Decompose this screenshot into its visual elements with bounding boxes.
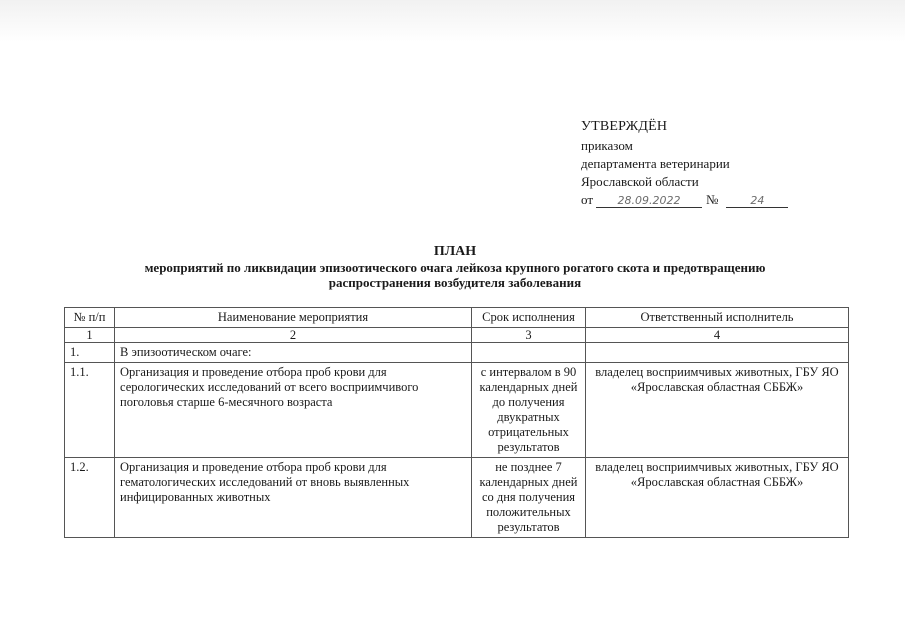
table-section-row (65, 343, 849, 363)
approval-line-order: приказом (581, 138, 633, 153)
plan-table (64, 307, 849, 538)
number-prefix: № (706, 192, 719, 207)
section-deadline-empty (472, 343, 586, 363)
approval-line-department: департамента ветеринарии (581, 156, 730, 171)
approval-stamp-block (581, 118, 788, 209)
column-number-3: 3 (472, 328, 586, 343)
approval-date-line (581, 191, 788, 209)
date-prefix: от (581, 192, 594, 207)
header-deadline: Срок исполнения (472, 308, 586, 328)
row-number: 1.1. (65, 363, 115, 458)
column-number-2: 2 (115, 328, 472, 343)
document-subtitle-line-1: мероприятий по ликвидации эпизоотического очага лейкоза крупного рогатого скота и предотвращению (144, 260, 766, 275)
header-responsible: Ответственный исполнитель (586, 308, 849, 328)
section-number: 1. (65, 343, 115, 363)
scan-top-shade (0, 0, 905, 42)
table-row (65, 458, 849, 538)
document-title: ПЛАН (433, 244, 477, 259)
row-responsible: владелец восприимчивых животных, ГБУ ЯО «Ярославская областная СББЖ» (586, 458, 849, 538)
document-subtitle-line-2: распространения возбудителя заболевания (328, 275, 582, 290)
handwritten-date: 28.09.2022 (596, 194, 702, 208)
table-row (65, 363, 849, 458)
row-deadline: не позднее 7 календарных дней со дня получения положительных результатов (472, 458, 586, 538)
row-deadline: с интервалом в 90 календарных дней до получения двукратных отрицательных результатов (472, 363, 586, 458)
table-header-row (65, 308, 849, 328)
column-number-4: 4 (586, 328, 849, 343)
row-responsible: владелец восприимчивых животных, ГБУ ЯО «Ярославская областная СББЖ» (586, 363, 849, 458)
column-number-1: 1 (65, 328, 115, 343)
section-name: В эпизоотическом очаге: (115, 343, 472, 363)
table-column-number-row (65, 328, 849, 343)
document-title-block (60, 244, 850, 290)
row-name: Организация и проведение отбора проб крови для серологических исследований от всего восприимчивого поголовья старше 6-месячного возраста (115, 363, 472, 458)
approval-line-region: Ярославской области (581, 174, 699, 189)
approval-heading: УТВЕРЖДЁН (581, 119, 668, 134)
header-name: Наименование мероприятия (115, 308, 472, 328)
row-number: 1.2. (65, 458, 115, 538)
handwritten-number: 24 (726, 194, 788, 208)
header-number: № п/п (65, 308, 115, 328)
row-name: Организация и проведение отбора проб крови для гематологических исследований от вновь выявленных инфицированных животных (115, 458, 472, 538)
section-responsible-empty (586, 343, 849, 363)
